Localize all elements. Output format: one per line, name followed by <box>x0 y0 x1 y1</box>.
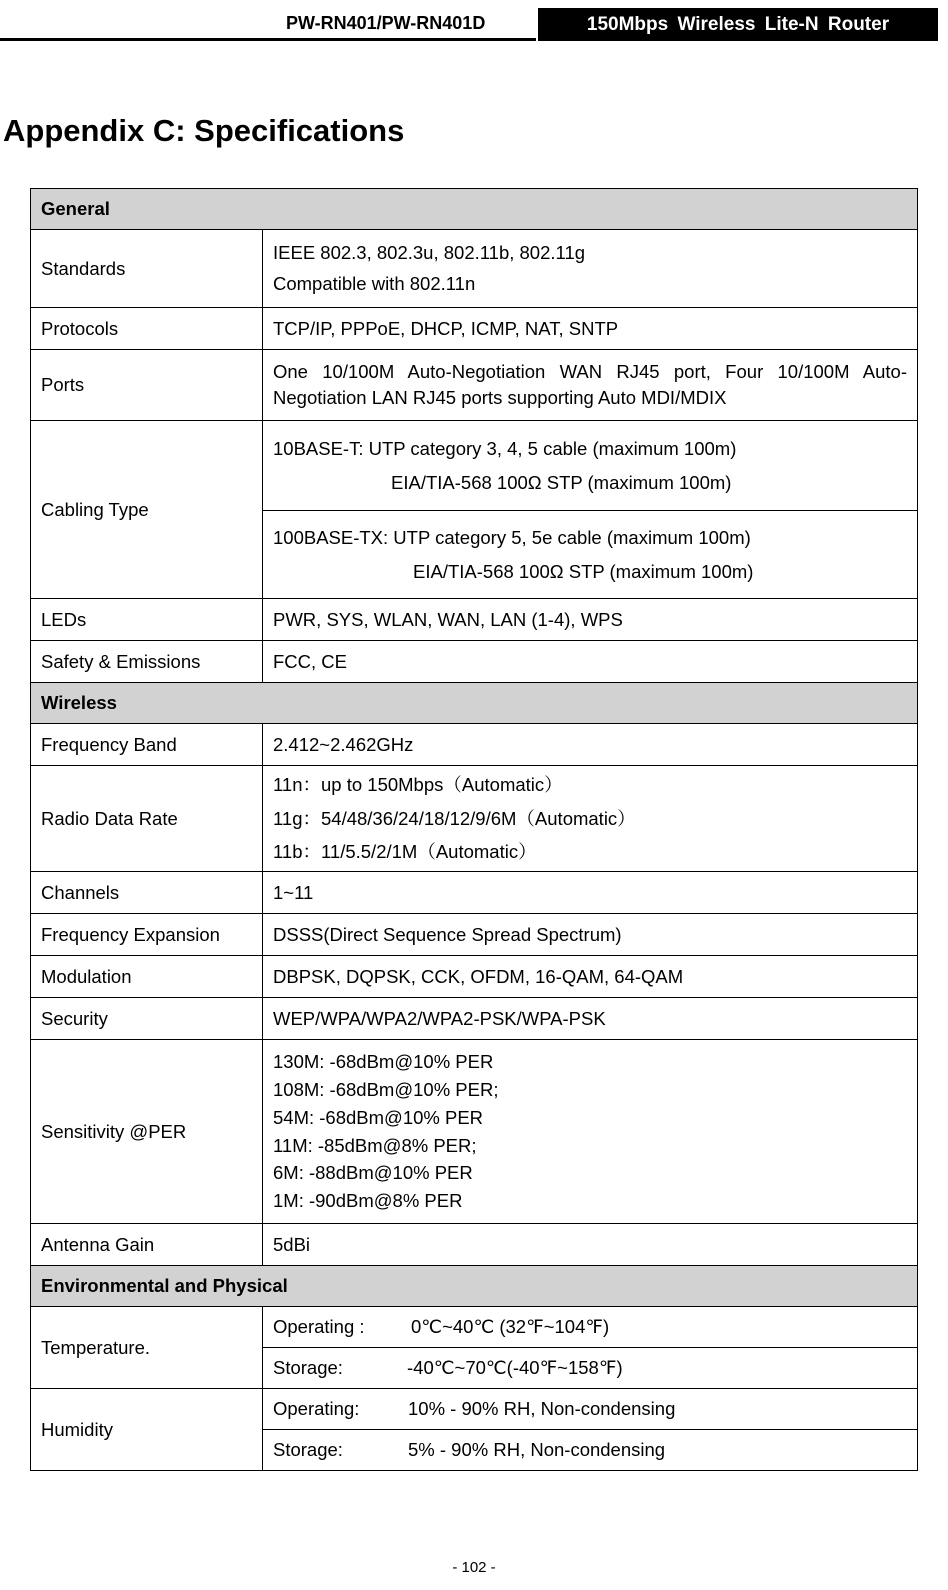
temperature-operating-label: Operating : <box>273 1316 365 1338</box>
cabling-100base-line-1: 100BASE-TX: UTP category 5, 5e cable (maximum 100m) <box>273 526 751 548</box>
row-value-protocols: TCP/IP, PPPoE, DHCP, ICMP, NAT, SNTP <box>263 308 918 350</box>
table-row <box>31 956 918 998</box>
row-label-channels: Channels <box>31 872 263 914</box>
row-value-humidity-operating <box>263 1389 918 1430</box>
row-label-cabling: Cabling Type <box>31 421 263 599</box>
row-label-radio-rate: Radio Data Rate <box>31 766 263 872</box>
table-row <box>31 1224 918 1266</box>
table-row <box>31 998 918 1040</box>
section-row-wireless <box>31 683 918 724</box>
header-product: 150Mbps Wireless Lite-N Router <box>538 8 938 41</box>
row-value-radio-rate <box>263 766 918 872</box>
temperature-storage-label: Storage: <box>273 1357 343 1379</box>
table-row <box>31 724 918 766</box>
row-value-standards <box>263 230 918 308</box>
table-row <box>31 599 918 641</box>
row-value-modulation: DBPSK, DQPSK, CCK, OFDM, 16-QAM, 64-QAM <box>263 956 918 998</box>
row-value-temperature-operating <box>263 1307 918 1348</box>
table-row <box>31 1307 918 1348</box>
section-wireless: Wireless <box>31 683 918 724</box>
table-row <box>31 308 918 350</box>
temperature-storage-value: -40℃~70℃(-40℉~158℉) <box>407 1357 623 1379</box>
header-model: PW-RN401/PW-RN401D <box>286 13 486 33</box>
humidity-storage-value: 5% - 90% RH, Non-condensing <box>408 1439 666 1461</box>
section-row-environmental <box>31 1266 918 1307</box>
standards-line-2: Compatible with 802.11n <box>273 273 476 294</box>
page-title: Appendix C: Specifications <box>3 113 405 148</box>
row-label-sensitivity: Sensitivity @PER <box>31 1040 263 1224</box>
humidity-operating-value: 10% - 90% RH, Non-condensing <box>408 1398 676 1420</box>
spec-table <box>30 188 918 1471</box>
row-value-channels: 1~11 <box>263 872 918 914</box>
radio-rate-line-3: 11b：11/5.5/2/1M（Automatic） <box>273 841 537 863</box>
row-value-freq-expansion: DSSS(Direct Sequence Spread Spectrum) <box>263 914 918 956</box>
row-label-protocols: Protocols <box>31 308 263 350</box>
table-row <box>31 1040 918 1224</box>
row-label-temperature: Temperature. <box>31 1307 263 1389</box>
row-value-leds: PWR, SYS, WLAN, WAN, LAN (1-4), WPS <box>263 599 918 641</box>
sensitivity-line: 11M: -85dBm@8% PER; <box>273 1134 477 1156</box>
cabling-10base-line-2: EIA/TIA-568 100Ω STP (maximum 100m) <box>391 471 732 493</box>
row-label-safety: Safety & Emissions <box>31 641 263 683</box>
row-value-humidity-storage <box>263 1430 918 1471</box>
page-number: - 102 - <box>452 1559 496 1576</box>
row-value-ports: One 10/100M Auto-Negotiation WAN RJ45 port, Four 10/100M Auto-Negotiation LAN RJ45 ports supporting Auto MDI/MDIX <box>263 350 918 421</box>
cabling-100base-line-2: EIA/TIA-568 100Ω STP (maximum 100m) <box>413 560 754 582</box>
row-label-modulation: Modulation <box>31 956 263 998</box>
radio-rate-line-1: 11n：up to 150Mbps（Automatic） <box>273 774 563 796</box>
header-rule-tick <box>936 30 938 41</box>
row-label-standards: Standards <box>31 230 263 308</box>
sensitivity-line: 6M: -88dBm@10% PER <box>273 1162 473 1184</box>
table-row <box>31 914 918 956</box>
table-row <box>31 421 918 511</box>
sensitivity-line: 130M: -68dBm@10% PER <box>273 1051 494 1073</box>
row-label-security: Security <box>31 998 263 1040</box>
table-row <box>31 230 918 308</box>
table-row <box>31 641 918 683</box>
table-row <box>31 872 918 914</box>
humidity-storage-label: Storage: <box>273 1439 343 1461</box>
table-row <box>31 766 918 872</box>
section-environmental: Environmental and Physical <box>31 1266 918 1307</box>
table-row <box>31 350 918 421</box>
row-value-security: WEP/WPA/WPA2/WPA2-PSK/WPA-PSK <box>263 998 918 1040</box>
row-label-frequency-band: Frequency Band <box>31 724 263 766</box>
table-row <box>31 1389 918 1430</box>
sensitivity-line: 108M: -68dBm@10% PER; <box>273 1079 499 1100</box>
row-value-antenna: 5dBi <box>263 1224 918 1266</box>
row-label-antenna: Antenna Gain <box>31 1224 263 1266</box>
row-value-safety: FCC, CE <box>263 641 918 683</box>
humidity-operating-label: Operating: <box>273 1398 360 1420</box>
sensitivity-line: 1M: -90dBm@8% PER <box>273 1190 463 1211</box>
section-row-general <box>31 189 918 230</box>
row-label-freq-expansion: Frequency Expansion <box>31 914 263 956</box>
standards-line-1: IEEE 802.3, 802.3u, 802.11b, 802.11g <box>273 242 586 264</box>
row-value-cabling-100base <box>263 511 918 599</box>
row-value-temperature-storage <box>263 1348 918 1389</box>
sensitivity-line: 54M: -68dBm@10% PER <box>273 1106 484 1128</box>
row-value-cabling-10base <box>263 421 918 511</box>
temperature-operating-value: 0℃~40℃ (32℉~104℉) <box>411 1316 610 1338</box>
section-general: General <box>31 189 918 230</box>
row-label-leds: LEDs <box>31 599 263 641</box>
radio-rate-line-2: 11g：54/48/36/24/18/12/9/6M（Automatic） <box>273 807 636 829</box>
cabling-10base-line-1: 10BASE-T: UTP category 3, 4, 5 cable (maximum 100m) <box>273 437 737 459</box>
row-label-ports: Ports <box>31 350 263 421</box>
row-label-humidity: Humidity <box>31 1389 263 1471</box>
row-value-frequency-band: 2.412~2.462GHz <box>263 724 918 766</box>
header-rule <box>0 38 536 41</box>
row-value-sensitivity <box>263 1040 918 1224</box>
